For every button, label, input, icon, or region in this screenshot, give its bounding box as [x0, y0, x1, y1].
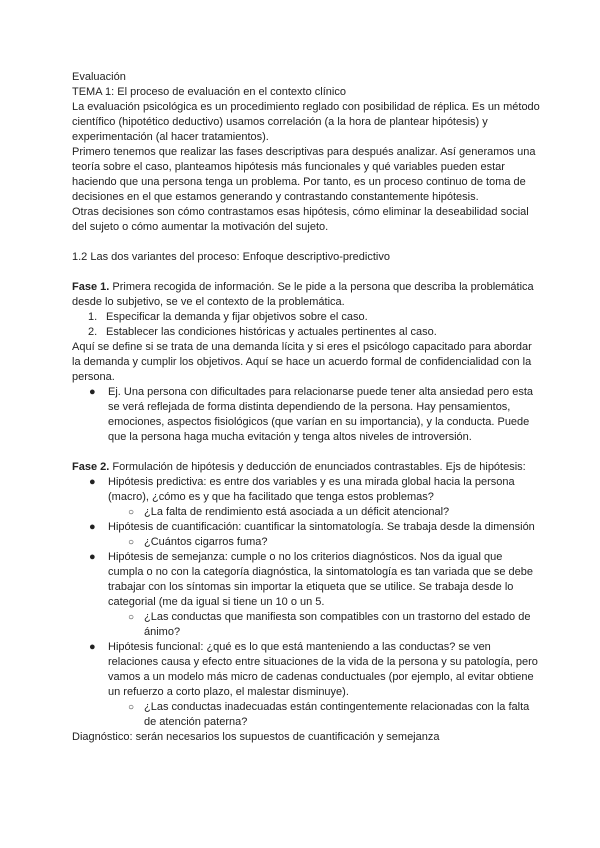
phase1-after: Aquí se define si se trata de una demanda lícita y si eres el psicólogo capacitado para abordar la demanda y cumplir los objetivos. Aquí se hace un acuerdo formal de confidencialidad con la persona.: [72, 341, 532, 383]
list-item-text: Hipótesis predictiva: es entre dos variables y es una mirada global hacia la persona (macro), ¿cómo es y que ha facilitado que tenga estos problemas?: [108, 476, 515, 503]
intro-paragraph-3: Otras decisiones son cómo contrastamos esas hipótesis, cómo eliminar la deseabilidad social del sujeto o cómo aumentar la motivación del sujeto.: [72, 206, 529, 233]
sub-list-item: [72, 535, 540, 550]
list-item-text: ¿La falta de rendimiento está asociada a un déficit atencional?: [144, 506, 450, 518]
circle-bullet-icon: ○: [128, 507, 135, 518]
list-number: 2.: [88, 326, 98, 338]
list-item-text: Especificar la demanda y fijar objetivos sobre el caso.: [106, 311, 368, 323]
list-item: [72, 325, 540, 340]
bullet-icon: ●: [89, 641, 96, 653]
circle-bullet-icon: ○: [128, 702, 135, 713]
phase2-intro: [72, 460, 540, 475]
bullet-icon: ●: [89, 476, 96, 488]
sub-list-item: [72, 610, 540, 640]
list-item-text: Hipótesis funcional: ¿qué es lo que está manteniendo a las conductas? se ven relaciones causa y efecto entre situaciones de la vida de la persona y su patología, pero vamos a un modelo más micro de cadenas conductuales (por ejemplo, al evitar obtiene un refuerzo a corto plazo, el malestar disminuye).: [108, 641, 538, 698]
list-item-text: Hipótesis de semejanza: cumple o no los criterios diagnósticos. Nos da igual que cumpla o no con la categoría diagnóstica, la sintomatología es tan variada que se debe trabajar con los síntomas sin importar la etiqueta que se utilice. Se trabaja desde lo categorial (me da igual si tiene un 10 o un 5.: [108, 551, 533, 608]
list-item-text: ¿Las conductas que manifiesta son compatibles con un trastorno del estado de ánimo?: [144, 611, 531, 638]
list-item: [72, 520, 540, 535]
section-heading: 1.2 Las dos variantes del proceso: Enfoque descriptivo-predictivo: [72, 251, 390, 263]
list-item-text: ¿Cuántos cigarros fuma?: [144, 536, 268, 548]
phase1-bullets: [72, 385, 540, 445]
list-item: [72, 385, 540, 445]
phase1-label: Fase 1.: [72, 281, 110, 293]
doc-title: Evaluación: [72, 71, 126, 83]
list-item-text: Hipótesis de cuantificación: cuantificar la sintomatología. Se trabaja desde la dimensión: [108, 521, 535, 533]
phase1-steps: [72, 310, 540, 340]
circle-bullet-icon: ○: [128, 537, 135, 548]
sub-list-item: [72, 505, 540, 520]
list-item-text: ¿Las conductas inadecuadas están contingentemente relacionadas con la falta de atención paterna?: [144, 701, 530, 728]
circle-bullet-icon: ○: [128, 612, 135, 623]
phase1-text: Primera recogida de información. Se le pide a la persona que describa la problemática desde lo subjetivo, se ve el contexto de la problemática.: [72, 281, 534, 308]
sub-list-item: [72, 700, 540, 730]
topic-heading: TEMA 1: El proceso de evaluación en el contexto clínico: [72, 86, 346, 98]
list-number: 1.: [88, 311, 98, 323]
intro-paragraph-2: Primero tenemos que realizar las fases descriptivas para después analizar. Así generamos una teoría sobre el caso, planteamos hipótesis más funcionales y qué variables pueden estar haciendo que una persona tenga un problema. Por tanto, es un proceso continuo de toma de decisiones en el que estamos generando y contrastando constantemente hipótesis.: [72, 146, 536, 203]
list-item-text: Ej. Una persona con dificultades para relacionarse puede tener alta ansiedad pero esta se verá reflejada de forma distinta dependiendo de la persona. Hay pensamientos, emociones, aspectos fisiológicos (que varían en su importancia), y la conducta. Puede que la persona haga mucha evitación y tenga altos niveles de introversión.: [108, 386, 533, 443]
phase2-label: Fase 2.: [72, 461, 110, 473]
list-item: [72, 475, 540, 505]
diagnosis-note: Diagnóstico: serán necesarios los supuestos de cuantificación y semejanza: [72, 731, 440, 743]
bullet-icon: ●: [89, 551, 96, 563]
list-item: [72, 640, 540, 700]
bullet-icon: ●: [89, 386, 96, 398]
phase1-intro: [72, 280, 540, 310]
list-item-text: Establecer las condiciones históricas y actuales pertinentes al caso.: [106, 326, 437, 338]
phase2-text: Formulación de hipótesis y deducción de enunciados contrastables. Ejs de hipótesis:: [109, 461, 526, 473]
intro-paragraph-1: La evaluación psicológica es un procedimiento reglado con posibilidad de réplica. Es un método científico (hipotético deductivo) usamos correlación (a la hora de plantear hipótesis) y experimentación (al hacer tratamientos).: [72, 101, 540, 143]
bullet-icon: ●: [89, 521, 96, 533]
list-item: [72, 550, 540, 610]
phase2-hypotheses: [72, 475, 540, 730]
list-item: [72, 310, 540, 325]
